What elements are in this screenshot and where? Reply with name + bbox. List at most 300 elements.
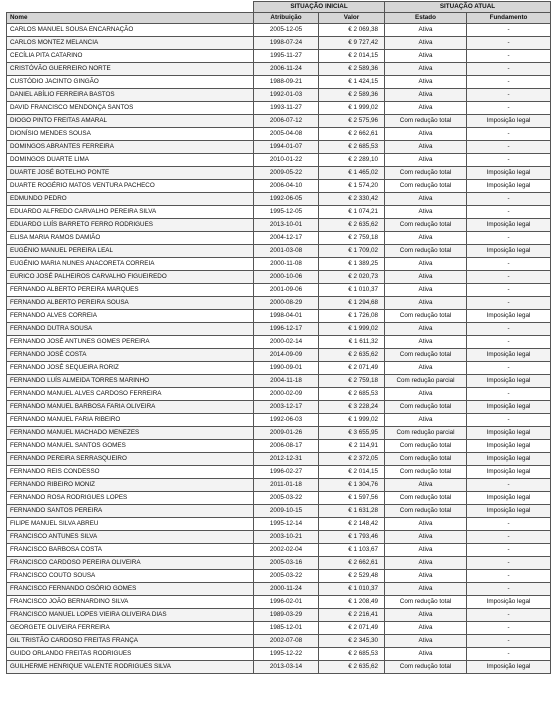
cell-name: FRANCISCO COUTO SOUSA	[7, 570, 254, 583]
cell-basis: -	[467, 76, 551, 89]
cell-name: ELISA MARIA RAMOS DAMIÃO	[7, 232, 254, 245]
table-row	[7, 323, 551, 336]
cell-value: € 2 662,61	[319, 128, 385, 141]
cell-basis: Imposição legal	[467, 505, 551, 518]
cell-status: Ativa	[385, 154, 467, 167]
cell-attribution: 2001-09-06	[254, 284, 319, 297]
cell-name: FRANCISCO FERNANDO OSÓRIO GOMES	[7, 583, 254, 596]
cell-value: € 3 655,95	[319, 427, 385, 440]
table-row	[7, 479, 551, 492]
table-row	[7, 596, 551, 609]
cell-value: € 2 589,36	[319, 89, 385, 102]
cell-basis: -	[467, 518, 551, 531]
cell-value: € 3 228,24	[319, 401, 385, 414]
cell-name: CARLOS MANUEL SOUSA ENCARNAÇÃO	[7, 24, 254, 37]
cell-status: Com redução total	[385, 167, 467, 180]
cell-status: Ativa	[385, 557, 467, 570]
cell-value: € 1 631,28	[319, 505, 385, 518]
cell-attribution: 1992-06-05	[254, 193, 319, 206]
cell-attribution: 2004-12-17	[254, 232, 319, 245]
cell-basis: -	[467, 102, 551, 115]
cell-basis: -	[467, 414, 551, 427]
cell-name: EURICO JOSÉ PALHEIROS CARVALHO FIGUEIREDO	[7, 271, 254, 284]
cell-value: € 1 424,15	[319, 76, 385, 89]
table-row	[7, 609, 551, 622]
header-column-row	[7, 13, 551, 24]
cell-status: Ativa	[385, 531, 467, 544]
cell-attribution: 1995-12-22	[254, 648, 319, 661]
table-row	[7, 375, 551, 388]
cell-status: Com redução total	[385, 349, 467, 362]
cell-status: Com redução total	[385, 466, 467, 479]
cell-value: € 1 999,02	[319, 414, 385, 427]
cell-basis: -	[467, 154, 551, 167]
cell-attribution: 1989-03-29	[254, 609, 319, 622]
cell-attribution: 2009-01-26	[254, 427, 319, 440]
cell-value: € 1 103,67	[319, 544, 385, 557]
cell-value: € 2 148,42	[319, 518, 385, 531]
cell-basis: -	[467, 362, 551, 375]
cell-basis: -	[467, 544, 551, 557]
cell-attribution: 2013-10-01	[254, 219, 319, 232]
cell-status: Ativa	[385, 63, 467, 76]
cell-name: FERNANDO JOSÉ COSTA	[7, 349, 254, 362]
cell-status: Ativa	[385, 544, 467, 557]
cell-name: FERNANDO MANUEL BARBOSA FARIA OLIVEIRA	[7, 401, 254, 414]
cell-name: DAVID FRANCISCO MENDONÇA SANTOS	[7, 102, 254, 115]
cell-name: FILIPE MANUEL SILVA ABREU	[7, 518, 254, 531]
cell-basis: -	[467, 258, 551, 271]
cell-status: Ativa	[385, 570, 467, 583]
cell-attribution: 2003-12-17	[254, 401, 319, 414]
table-row	[7, 336, 551, 349]
table-row	[7, 648, 551, 661]
cell-name: FRANCISCO JOÃO BERNARDINO SILVA	[7, 596, 254, 609]
cell-attribution: 2013-03-14	[254, 661, 319, 674]
cell-basis: -	[467, 570, 551, 583]
cell-attribution: 1992-06-03	[254, 414, 319, 427]
cell-basis: -	[467, 622, 551, 635]
cell-name: DIOGO PINTO FREITAS AMARAL	[7, 115, 254, 128]
cell-attribution: 1998-04-01	[254, 310, 319, 323]
table-row	[7, 401, 551, 414]
table-row	[7, 531, 551, 544]
cell-status: Ativa	[385, 414, 467, 427]
cell-status: Com redução total	[385, 401, 467, 414]
cell-status: Ativa	[385, 323, 467, 336]
table-row	[7, 362, 551, 375]
cell-attribution: 2005-04-08	[254, 128, 319, 141]
cell-value: € 2 069,38	[319, 24, 385, 37]
cell-attribution: 1990-09-01	[254, 362, 319, 375]
cell-value: € 2 014,15	[319, 466, 385, 479]
cell-value: € 1 389,25	[319, 258, 385, 271]
table-row	[7, 141, 551, 154]
cell-name: FRANCISCO CARDOSO PEREIRA OLIVEIRA	[7, 557, 254, 570]
cell-name: DOMINGOS DUARTE LIMA	[7, 154, 254, 167]
cell-status: Ativa	[385, 336, 467, 349]
cell-status: Com redução total	[385, 596, 467, 609]
cell-value: € 2 014,15	[319, 50, 385, 63]
cell-value: € 2 635,62	[319, 219, 385, 232]
cell-status: Ativa	[385, 102, 467, 115]
cell-attribution: 2014-09-09	[254, 349, 319, 362]
cell-basis: -	[467, 193, 551, 206]
cell-status: Ativa	[385, 128, 467, 141]
cell-basis: -	[467, 479, 551, 492]
cell-status: Ativa	[385, 24, 467, 37]
cell-name: EDUARDO ALFREDO CARVALHO PEREIRA SILVA	[7, 206, 254, 219]
cell-attribution: 1993-11-27	[254, 102, 319, 115]
cell-value: € 2 685,53	[319, 388, 385, 401]
cell-status: Com redução parcial	[385, 375, 467, 388]
cell-basis: -	[467, 232, 551, 245]
cell-basis: -	[467, 583, 551, 596]
cell-status: Ativa	[385, 89, 467, 102]
table-row	[7, 128, 551, 141]
cell-value: € 1 208,49	[319, 596, 385, 609]
cell-basis: Imposição legal	[467, 661, 551, 674]
cell-name: FERNANDO MANUEL SANTOS GOMES	[7, 440, 254, 453]
cell-attribution: 2000-10-06	[254, 271, 319, 284]
cell-basis: -	[467, 648, 551, 661]
cell-value: € 2 589,36	[319, 63, 385, 76]
cell-basis: -	[467, 531, 551, 544]
cell-status: Com redução total	[385, 180, 467, 193]
cell-name: DOMINGOS ABRANTES FERREIRA	[7, 141, 254, 154]
cell-attribution: 2000-02-09	[254, 388, 319, 401]
cell-status: Com redução total	[385, 661, 467, 674]
cell-basis: Imposição legal	[467, 310, 551, 323]
cell-attribution: 1998-07-24	[254, 37, 319, 50]
cell-basis: -	[467, 63, 551, 76]
cell-name: DIONÍSIO MENDES SOUSA	[7, 128, 254, 141]
cell-name: FERNANDO JOSÉ SEQUEIRA RORIZ	[7, 362, 254, 375]
table-row	[7, 635, 551, 648]
cell-status: Ativa	[385, 648, 467, 661]
cell-name: GUIDO ORLANDO FREITAS RODRIGUES	[7, 648, 254, 661]
cell-attribution: 1988-09-21	[254, 76, 319, 89]
table-header	[7, 2, 551, 24]
cell-attribution: 2002-02-04	[254, 544, 319, 557]
cell-status: Ativa	[385, 193, 467, 206]
cell-attribution: 2002-07-08	[254, 635, 319, 648]
cell-basis: Imposição legal	[467, 219, 551, 232]
cell-basis: Imposição legal	[467, 492, 551, 505]
cell-value: € 2 635,62	[319, 349, 385, 362]
cell-status: Com redução total	[385, 505, 467, 518]
table-row	[7, 557, 551, 570]
cell-basis: -	[467, 297, 551, 310]
cell-attribution: 2010-01-22	[254, 154, 319, 167]
table-row	[7, 115, 551, 128]
cell-name: FERNANDO MANUEL ALVES CARDOSO FERREIRA	[7, 388, 254, 401]
table-row	[7, 583, 551, 596]
cell-name: FERNANDO ALBERTO PEREIRA SOUSA	[7, 297, 254, 310]
cell-name: FERNANDO JOSÉ ANTUNES GOMES PEREIRA	[7, 336, 254, 349]
cell-value: € 1 010,37	[319, 583, 385, 596]
cell-name: EUGÉNIO MANUEL PEREIRA LEAL	[7, 245, 254, 258]
cell-name: FERNANDO DUTRA SOUSA	[7, 323, 254, 336]
cell-name: CARLOS MONTEZ MELANCIA	[7, 37, 254, 50]
cell-attribution: 1996-02-01	[254, 596, 319, 609]
cell-name: FERNANDO RIBEIRO MONIZ	[7, 479, 254, 492]
cell-status: Com redução total	[385, 440, 467, 453]
cell-basis: Imposição legal	[467, 401, 551, 414]
cell-value: € 1 611,32	[319, 336, 385, 349]
table-row	[7, 232, 551, 245]
cell-attribution: 2004-11-18	[254, 375, 319, 388]
cell-attribution: 2001-03-08	[254, 245, 319, 258]
cell-status: Ativa	[385, 635, 467, 648]
cell-attribution: 2000-11-24	[254, 583, 319, 596]
cell-value: € 2 345,30	[319, 635, 385, 648]
header-spacer	[7, 2, 254, 13]
header-status: Estado	[385, 13, 467, 24]
table-row	[7, 505, 551, 518]
table-row	[7, 427, 551, 440]
table-row	[7, 154, 551, 167]
cell-name: GUILHERME HENRIQUE VALENTE RODRIGUES SILVA	[7, 661, 254, 674]
header-name: Nome	[7, 13, 254, 24]
cell-value: € 1 074,21	[319, 206, 385, 219]
table-row	[7, 661, 551, 674]
header-basis: Fundamento	[467, 13, 551, 24]
cell-basis: -	[467, 609, 551, 622]
pensions-table	[6, 1, 551, 674]
cell-status: Com redução total	[385, 492, 467, 505]
table-row	[7, 245, 551, 258]
table-row	[7, 414, 551, 427]
cell-name: DUARTE JOSÉ BOTELHO PONTE	[7, 167, 254, 180]
cell-value: € 1 304,76	[319, 479, 385, 492]
cell-attribution: 1985-12-01	[254, 622, 319, 635]
header-attribution: Atribuição	[254, 13, 319, 24]
table-row	[7, 349, 551, 362]
cell-status: Com redução total	[385, 453, 467, 466]
table-row	[7, 310, 551, 323]
cell-value: € 9 727,42	[319, 37, 385, 50]
cell-name: FERNANDO PEREIRA SERRASQUEIRO	[7, 453, 254, 466]
cell-name: FERNANDO ALBERTO PEREIRA MARQUES	[7, 284, 254, 297]
cell-basis: -	[467, 206, 551, 219]
cell-status: Com redução total	[385, 115, 467, 128]
table-row	[7, 63, 551, 76]
table-row	[7, 180, 551, 193]
header-group-current: SITUAÇÃO ATUAL	[385, 2, 551, 13]
cell-value: € 2 529,48	[319, 570, 385, 583]
cell-value: € 2 685,53	[319, 141, 385, 154]
cell-basis: -	[467, 336, 551, 349]
cell-attribution: 2012-12-31	[254, 453, 319, 466]
cell-value: € 2 114,91	[319, 440, 385, 453]
cell-attribution: 2005-03-22	[254, 570, 319, 583]
cell-name: FRANCISCO BARBOSA COSTA	[7, 544, 254, 557]
cell-attribution: 1992-01-03	[254, 89, 319, 102]
cell-status: Ativa	[385, 232, 467, 245]
cell-attribution: 2005-12-05	[254, 24, 319, 37]
cell-attribution: 1996-12-17	[254, 323, 319, 336]
table-row	[7, 76, 551, 89]
table-row	[7, 219, 551, 232]
document-page	[6, 1, 550, 674]
cell-basis: Imposição legal	[467, 167, 551, 180]
cell-name: DUARTE ROGÉRIO MATOS VENTURA PACHECO	[7, 180, 254, 193]
cell-value: € 1 294,68	[319, 297, 385, 310]
cell-basis: Imposição legal	[467, 440, 551, 453]
cell-basis: -	[467, 37, 551, 50]
table-row	[7, 518, 551, 531]
cell-status: Ativa	[385, 622, 467, 635]
table-row	[7, 440, 551, 453]
cell-name: FERNANDO MANUEL MACHADO MENEZES	[7, 427, 254, 440]
cell-attribution: 2006-04-10	[254, 180, 319, 193]
cell-attribution: 2006-08-17	[254, 440, 319, 453]
cell-basis: -	[467, 388, 551, 401]
cell-status: Com redução total	[385, 245, 467, 258]
table-row	[7, 492, 551, 505]
cell-attribution: 2009-05-22	[254, 167, 319, 180]
cell-attribution: 2000-02-14	[254, 336, 319, 349]
cell-value: € 1 010,37	[319, 284, 385, 297]
cell-value: € 2 662,61	[319, 557, 385, 570]
cell-basis: -	[467, 128, 551, 141]
cell-name: FERNANDO LUÍS ALMEIDA TORRES MARINHO	[7, 375, 254, 388]
cell-value: € 2 071,49	[319, 362, 385, 375]
cell-attribution: 1994-01-07	[254, 141, 319, 154]
cell-basis: -	[467, 89, 551, 102]
cell-name: CECÍLIA PITA CATARINO	[7, 50, 254, 63]
table-row	[7, 24, 551, 37]
header-group-initial: SITUAÇÃO INICIAL	[254, 2, 385, 13]
cell-value: € 2 759,18	[319, 375, 385, 388]
cell-basis: -	[467, 557, 551, 570]
cell-value: € 2 575,96	[319, 115, 385, 128]
cell-basis: Imposição legal	[467, 427, 551, 440]
cell-basis: -	[467, 271, 551, 284]
table-row	[7, 284, 551, 297]
table-body	[7, 24, 551, 674]
cell-basis: -	[467, 323, 551, 336]
cell-attribution: 1995-11-27	[254, 50, 319, 63]
cell-value: € 2 020,73	[319, 271, 385, 284]
cell-name: GEORGETE OLIVEIRA FERREIRA	[7, 622, 254, 635]
header-group-row	[7, 2, 551, 13]
cell-basis: Imposição legal	[467, 466, 551, 479]
table-row	[7, 622, 551, 635]
cell-attribution: 1996-02-27	[254, 466, 319, 479]
cell-value: € 2 216,41	[319, 609, 385, 622]
cell-status: Ativa	[385, 141, 467, 154]
cell-value: € 1 726,08	[319, 310, 385, 323]
cell-attribution: 2006-07-12	[254, 115, 319, 128]
table-row	[7, 297, 551, 310]
cell-name: CRISTÓVÃO GUERREIRO NORTE	[7, 63, 254, 76]
table-row	[7, 466, 551, 479]
header-value: Valor	[319, 13, 385, 24]
cell-name: FRANCISCO ANTUNES SILVA	[7, 531, 254, 544]
cell-attribution: 2000-11-08	[254, 258, 319, 271]
cell-status: Ativa	[385, 583, 467, 596]
table-row	[7, 193, 551, 206]
table-row	[7, 102, 551, 115]
cell-status: Ativa	[385, 37, 467, 50]
cell-name: EDUARDO LUÍS BARRETO FERRO RODRIGUES	[7, 219, 254, 232]
cell-status: Ativa	[385, 76, 467, 89]
cell-value: € 1 597,56	[319, 492, 385, 505]
cell-attribution: 1995-12-05	[254, 206, 319, 219]
cell-status: Ativa	[385, 297, 467, 310]
cell-value: € 1 574,20	[319, 180, 385, 193]
cell-basis: -	[467, 141, 551, 154]
cell-value: € 1 793,46	[319, 531, 385, 544]
cell-value: € 2 635,62	[319, 661, 385, 674]
cell-status: Com redução total	[385, 219, 467, 232]
cell-attribution: 2009-10-15	[254, 505, 319, 518]
cell-basis: -	[467, 24, 551, 37]
cell-status: Ativa	[385, 388, 467, 401]
cell-value: € 2 685,53	[319, 648, 385, 661]
cell-value: € 1 999,02	[319, 323, 385, 336]
cell-value: € 1 465,02	[319, 167, 385, 180]
cell-status: Ativa	[385, 284, 467, 297]
table-row	[7, 206, 551, 219]
cell-basis: -	[467, 50, 551, 63]
cell-status: Ativa	[385, 362, 467, 375]
cell-attribution: 1995-12-14	[254, 518, 319, 531]
cell-basis: Imposição legal	[467, 115, 551, 128]
cell-attribution: 2005-03-22	[254, 492, 319, 505]
table-row	[7, 258, 551, 271]
table-row	[7, 388, 551, 401]
cell-status: Ativa	[385, 206, 467, 219]
cell-status: Com redução total	[385, 310, 467, 323]
cell-attribution: 2006-11-24	[254, 63, 319, 76]
cell-basis: Imposição legal	[467, 375, 551, 388]
table-row	[7, 167, 551, 180]
cell-attribution: 2005-03-16	[254, 557, 319, 570]
table-row	[7, 89, 551, 102]
cell-basis: Imposição legal	[467, 245, 551, 258]
cell-name: FERNANDO ROSA RODRIGUES LOPES	[7, 492, 254, 505]
cell-value: € 1 999,02	[319, 102, 385, 115]
cell-value: € 1 709,02	[319, 245, 385, 258]
cell-name: GIL TRISTÃO CARDOSO FREITAS FRANÇA	[7, 635, 254, 648]
cell-basis: Imposição legal	[467, 453, 551, 466]
cell-value: € 2 071,49	[319, 622, 385, 635]
cell-status: Com redução parcial	[385, 427, 467, 440]
cell-status: Ativa	[385, 258, 467, 271]
cell-status: Ativa	[385, 609, 467, 622]
cell-value: € 2 289,10	[319, 154, 385, 167]
table-row	[7, 570, 551, 583]
cell-name: FERNANDO MANUEL FARIA RIBEIRO	[7, 414, 254, 427]
table-row	[7, 271, 551, 284]
cell-attribution: 2000-08-29	[254, 297, 319, 310]
cell-name: FRANCISCO MANUEL LOPES VIEIRA OLIVEIRA DIAS	[7, 609, 254, 622]
table-row	[7, 50, 551, 63]
table-row	[7, 544, 551, 557]
table-row	[7, 453, 551, 466]
cell-status: Ativa	[385, 518, 467, 531]
cell-attribution: 2011-01-18	[254, 479, 319, 492]
cell-basis: -	[467, 284, 551, 297]
cell-basis: Imposição legal	[467, 596, 551, 609]
cell-value: € 2 759,18	[319, 232, 385, 245]
cell-value: € 2 372,05	[319, 453, 385, 466]
cell-basis: Imposição legal	[467, 349, 551, 362]
cell-basis: Imposição legal	[467, 180, 551, 193]
